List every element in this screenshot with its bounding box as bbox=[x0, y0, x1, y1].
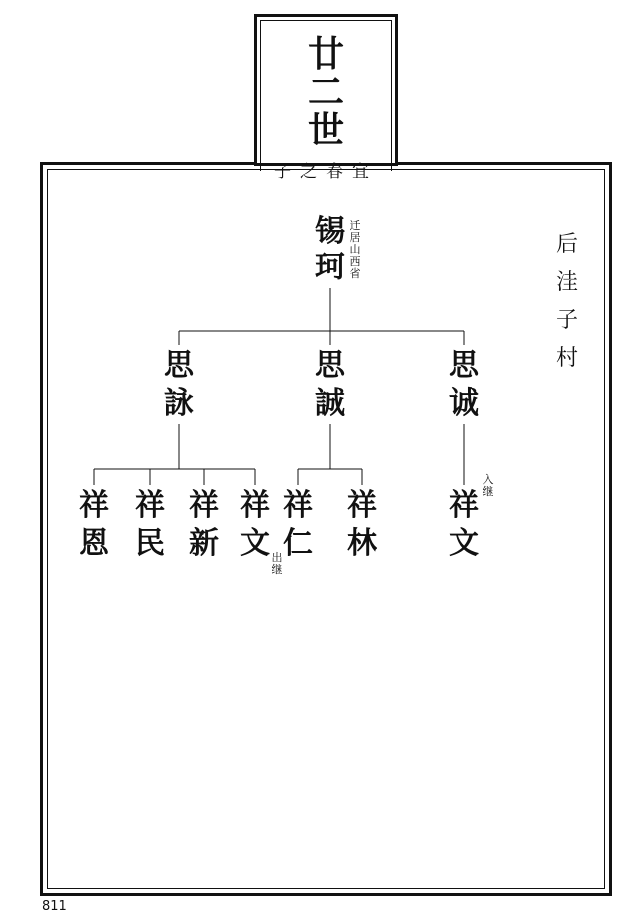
grandson-2-name: 祥民 bbox=[135, 488, 165, 561]
grandson-1-name: 祥恩 bbox=[79, 488, 109, 561]
page-number: 811 bbox=[42, 899, 67, 914]
root-name-text: 锡珂 bbox=[315, 214, 345, 285]
grandson-3-name: 祥新 bbox=[189, 488, 219, 561]
root-name bbox=[313, 214, 347, 286]
grandson-4-note: 出继 bbox=[271, 551, 283, 576]
grandson-4-name: 祥文 bbox=[240, 488, 270, 561]
generation-title: 廿二世 bbox=[307, 33, 344, 151]
generation-header-box bbox=[254, 14, 398, 182]
grandson-7-name: 祥文 bbox=[449, 488, 479, 561]
son-1-name: 思詠 bbox=[164, 348, 194, 421]
son-2-name: 思誠 bbox=[315, 348, 345, 421]
village-name: 后洼子村 bbox=[555, 232, 578, 371]
grandson-7-note: 入继 bbox=[482, 473, 494, 498]
son-3-name: 思诚 bbox=[449, 348, 479, 421]
branch-name: 子之春宜 bbox=[274, 162, 378, 182]
generation-header-inner bbox=[260, 20, 392, 182]
grandson-6-name: 祥林 bbox=[347, 488, 377, 561]
grandson-5-name: 祥仁 bbox=[283, 488, 313, 561]
root-note: 迁居山西省 bbox=[349, 219, 361, 280]
